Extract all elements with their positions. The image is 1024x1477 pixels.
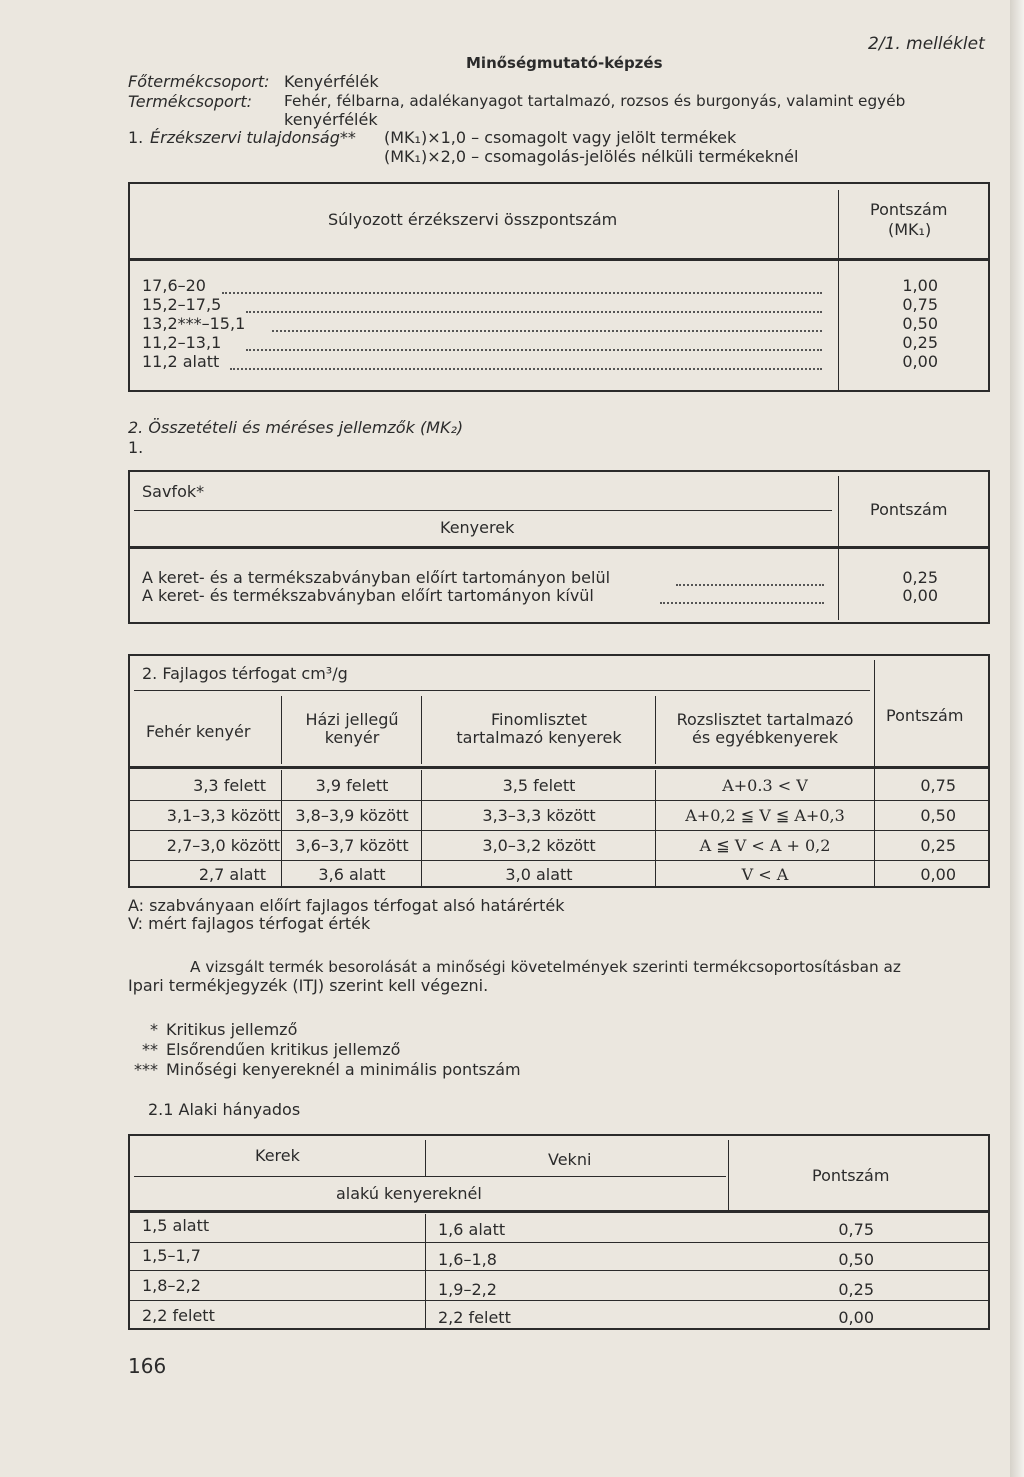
group-value-line1: Fehér, félbarna, adalékanyagot tartalmazó, rozsos és burgonyás, valamint egyéb <box>284 92 906 110</box>
table3-cell: 2,7 alatt <box>198 865 266 884</box>
page-number: 166 <box>128 1354 167 1378</box>
table2-header-bottom: Kenyerek <box>440 518 515 537</box>
table3-col5: Pontszám <box>886 706 964 725</box>
table2-text: A keret- és termékszabványban előírt tartományon kívül <box>142 586 594 605</box>
table1-score: 0,50 <box>902 314 938 333</box>
main-group-value: Kenyérfélék <box>284 72 379 91</box>
table3-col3-1: Finomlisztet <box>490 710 587 729</box>
section1-formula1: (MK₁)×1,0 – csomagolt vagy jelölt termékek <box>384 128 737 147</box>
footnote-text: Minőségi kenyereknél a minimális pontszám <box>166 1060 521 1079</box>
section1-number: 1. <box>128 128 144 147</box>
table1-range: 15,2–17,5 <box>142 295 222 314</box>
annex-label: 2/1. melléklet <box>868 34 985 54</box>
table1-score: 0,75 <box>902 295 938 314</box>
table4-cell: 1,5–1,7 <box>142 1246 201 1265</box>
footnote-mark: ** <box>142 1040 158 1059</box>
table3-col4-2: és egyébkenyerek <box>691 728 839 747</box>
table4-sub: alakú kenyereknél <box>336 1184 482 1203</box>
table2-header-top: Savfok* <box>142 482 205 501</box>
table2-text: A keret- és a termékszabványban előírt tartományon belül <box>142 568 611 587</box>
table3-cell: 3,8–3,9 között <box>295 806 409 825</box>
table4-cell: 0,00 <box>838 1308 874 1327</box>
table3-col1: Fehér kenyér <box>146 722 251 741</box>
footnote-mark: *** <box>134 1060 158 1079</box>
table3-cell: 3,0–3,2 között <box>482 836 596 855</box>
table3-cell: 3,5 felett <box>502 776 576 795</box>
table3-cell: 3,6 alatt <box>318 865 386 884</box>
table1-score: 0,00 <box>902 352 938 371</box>
table3-cell: 3,9 felett <box>315 776 389 795</box>
table3-cell: A+0,2 ≦ V ≦ A+0,3 <box>685 806 845 825</box>
table4-cell: 2,2 felett <box>142 1306 215 1325</box>
table4-cell: 0,25 <box>838 1280 874 1299</box>
table1-score: 1,00 <box>902 276 938 295</box>
table1-header-right-1: Pontszám <box>870 200 948 219</box>
table2-score: 0,25 <box>902 568 938 587</box>
table3-cell: 3,3–3,3 között <box>482 806 596 825</box>
table4-cell: 1,5 alatt <box>142 1216 210 1235</box>
table4-col3: Pontszám <box>812 1166 890 1185</box>
table1-header-right-2: (MK₁) <box>888 220 932 239</box>
table3-col3-2: tartalmazó kenyerek <box>456 728 622 747</box>
footnote-text: Kritikus jellemző <box>166 1020 298 1039</box>
table4-cell: 1,9–2,2 <box>438 1280 497 1299</box>
group-label: Termékcsoport: <box>128 92 253 111</box>
table2-header-right: Pontszám <box>870 500 948 519</box>
table2-score: 0,00 <box>902 586 938 605</box>
table3-cell: 2,7–3,0 között <box>166 836 280 855</box>
table4-cell: 1,8–2,2 <box>142 1276 201 1295</box>
page-title: Minőségmutató-képzés <box>466 54 663 72</box>
table1-range: 17,6–20 <box>142 276 206 295</box>
paragraph-line1: A vizsgált termék besorolását a minőségi követelmények szerinti termékcsoportosításban az <box>190 958 901 976</box>
group-value-line2: kenyérfélék <box>284 110 378 129</box>
table4-cell: 2,2 felett <box>438 1308 511 1327</box>
note-v: V: mért fajlagos térfogat érték <box>128 914 371 933</box>
paragraph-line2: Ipari termékjegyzék (ITJ) szerint kell végezni. <box>128 976 489 995</box>
table3-col4-1: Rozslisztet tartalmazó <box>676 710 854 729</box>
table4-cell: 1,6 alatt <box>438 1220 506 1239</box>
footnote-text: Elsőrendűen kritikus jellemző <box>166 1040 401 1059</box>
table1-range: 13,2***–15,1 <box>142 314 246 333</box>
table3-cell: 0,75 <box>920 776 956 795</box>
section2-title: 2. Összetételi és méréses jellemzők (MK₂) <box>128 418 464 437</box>
footnote-mark: * <box>150 1020 158 1039</box>
table3-cell: A+0.3 < V <box>722 776 808 795</box>
table3-cell: 0,00 <box>920 865 956 884</box>
table1-range: 11,2–13,1 <box>142 333 222 352</box>
table3-cell: A ≦ V < A + 0,2 <box>699 836 831 855</box>
table3-cell: 3,3 felett <box>193 776 266 795</box>
table3-cell: 3,1–3,3 között <box>166 806 280 825</box>
section2-sub: 1. <box>128 438 144 457</box>
table3-cell: 3,0 alatt <box>505 865 573 884</box>
table3-cell: V < A <box>741 865 789 884</box>
table4-col2: Vekni <box>548 1150 592 1169</box>
table1-header-left: Súlyozott érzékszervi összpontszám <box>328 210 618 229</box>
page-edge <box>1010 0 1024 1477</box>
table4-cell: 1,6–1,8 <box>438 1250 497 1269</box>
table3-cell: 3,6–3,7 között <box>295 836 409 855</box>
note-a: A: szabványaan előírt fajlagos térfogat alsó határérték <box>128 896 565 915</box>
table4-col1: Kerek <box>255 1146 300 1165</box>
table3-col2-1: Házi jellegű <box>305 710 399 729</box>
main-group-label: Főtermékcsoport: <box>128 72 270 91</box>
table4-cell: 0,75 <box>838 1220 874 1239</box>
table3-cell: 0,25 <box>920 836 956 855</box>
table3-title: 2. Fajlagos térfogat cm³/g <box>142 664 348 683</box>
table3-cell: 0,50 <box>920 806 956 825</box>
table1-range: 11,2 alatt <box>142 352 220 371</box>
table4-cell: 0,50 <box>838 1250 874 1269</box>
table3-col2-2: kenyér <box>324 728 380 747</box>
table4-title: 2.1 Alaki hányados <box>148 1100 301 1119</box>
section1-title: Érzékszervi tulajdonság** <box>150 128 356 147</box>
table1-score: 0,25 <box>902 333 938 352</box>
section1-formula2: (MK₁)×2,0 – csomagolás-jelölés nélküli termékeknél <box>384 147 799 166</box>
